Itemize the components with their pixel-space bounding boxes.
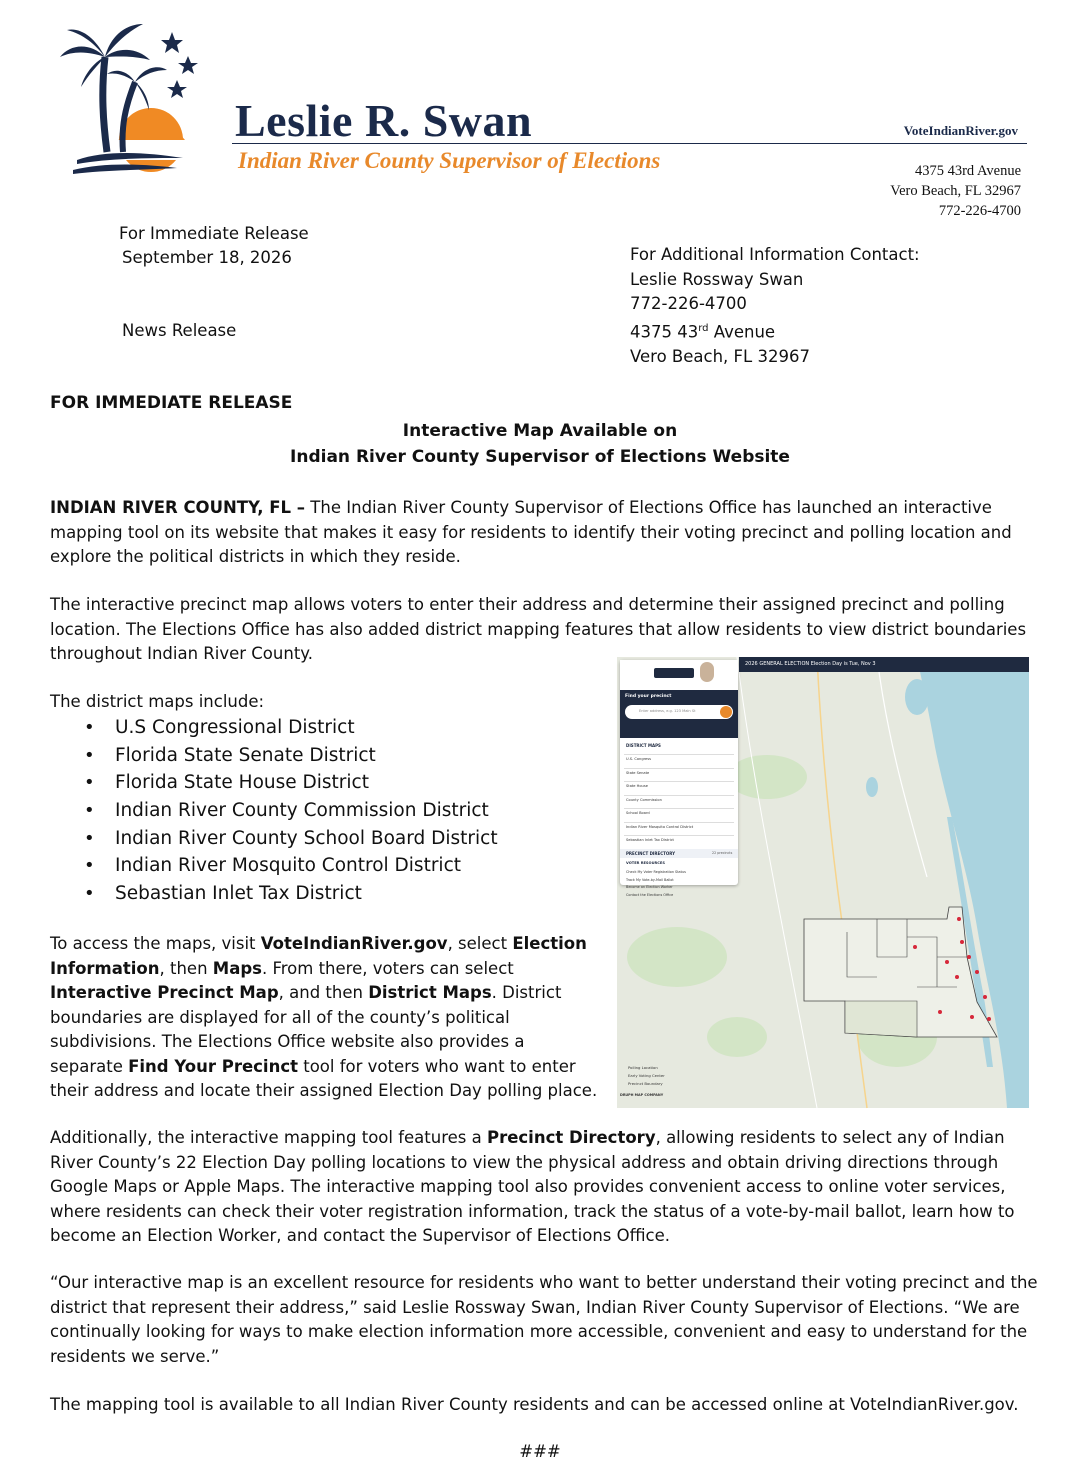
panel-district-item[interactable]: U.S. Congress bbox=[626, 757, 651, 761]
paragraph-access: To access the maps, visit VoteIndianRiver.gov, select Election Information, then Maps. From there, voters can select Interactive Precinct Map, and then District Maps. District boundaries are displayed for all of the county’s political subdivisions. The Elections Office website also provides a separate Find Your Precinct tool for voters who want to enter their address and locate their assigned Election Day polling place. bbox=[50, 934, 598, 1100]
precinct-directory-row[interactable]: PRECINCT DIRECTORY 22 precincts bbox=[620, 849, 738, 858]
headline-line1: Interactive Map Available on bbox=[402, 421, 678, 441]
districts-list bbox=[50, 714, 590, 908]
legend-item: Precinct Boundary bbox=[628, 1081, 663, 1086]
interactive-map-screenshot bbox=[617, 657, 1029, 1108]
panel-district-item[interactable]: State Senate bbox=[626, 770, 650, 775]
panel-resource-link[interactable]: Check My Voter Registration Status bbox=[626, 870, 686, 874]
release-date: September 18, 2026 bbox=[122, 248, 292, 267]
letterhead-name: Leslie R. Swan bbox=[235, 95, 533, 146]
contact-heading: For Additional Information Contact: bbox=[630, 245, 920, 264]
voter-resources-label: VOTER RESOURCES bbox=[626, 861, 665, 865]
panel-divider bbox=[624, 835, 734, 836]
panel-district-item[interactable]: Indian River Mosquito Control District bbox=[626, 824, 694, 829]
districts-intro: The district maps include: bbox=[50, 692, 265, 711]
panel-divider bbox=[624, 754, 734, 755]
panel-title: Find your precinct bbox=[625, 694, 672, 699]
paragraph-precinct-map: The interactive precinct map allows voters to enter their address and determine their assigned precinct and polling location. The Elections Office has also added district mapping features that allow residents to view district boundaries throughout Indian River County. bbox=[50, 595, 1027, 663]
panel-divider bbox=[624, 808, 734, 809]
legend-item: Early Voting Center bbox=[628, 1073, 665, 1078]
contact-city: Vero Beach, FL 32967 bbox=[630, 346, 810, 366]
avatar bbox=[700, 662, 714, 682]
letterhead-website-link[interactable]: VoteIndianRiver.gov bbox=[903, 123, 1018, 138]
district-list-item: • Sebastian Inlet Tax District bbox=[50, 880, 590, 908]
contact-street: 4375 43rd Avenue bbox=[630, 322, 776, 341]
panel-resource-link[interactable]: Track My Vote-by-Mail Ballot bbox=[626, 877, 674, 882]
map-top-bar: 2026 GENERAL ELECTION Election Day is Tue, Nov 3 bbox=[739, 657, 1029, 672]
paragraph-directory: Additionally, the interactive mapping tool features a Precinct Directory, allowing residents to select any of Indian River County’s 22 Election Day polling locations to view the physical address and obtain driving directions through Google Maps or Apple Maps. The interactive mapping tool also provides convenient access to online voter services, where residents can check their voter registration information, track the status of a vote-by-mail ballot, learn how to become an Election Worker, and contact the Supervisor of Elections Office. bbox=[50, 1128, 1015, 1245]
star-icon bbox=[161, 32, 183, 53]
district-list-item: • Florida State House District bbox=[50, 769, 590, 797]
contact-block bbox=[630, 243, 920, 369]
end-mark: ### bbox=[519, 1442, 561, 1461]
paragraph-quote: “Our interactive map is an excellent resource for residents who want to better understand their voting precinct and the district that represent their address,” said Leslie Rossway Swan, Indian River County Supervisor of Elections. “We are continually looking for ways to make election information more accessible, convenient and easy to understand for the residents we serve.” bbox=[50, 1273, 1038, 1366]
panel-divider bbox=[624, 795, 734, 796]
panel-district-item[interactable]: County Commission bbox=[626, 797, 662, 802]
headline-title bbox=[0, 418, 1080, 470]
panel-resource-link[interactable]: Contact the Elections Office bbox=[626, 892, 674, 897]
release-line: For Immediate Release bbox=[119, 224, 309, 243]
legend-item: Polling Location bbox=[628, 1065, 658, 1070]
letterhead-phone: 772-226-4700 bbox=[938, 203, 1021, 219]
letterhead-subtitle: Indian River County Supervisor of Elections bbox=[238, 148, 661, 173]
panel-district-item[interactable]: State House bbox=[626, 784, 648, 788]
sos-logo bbox=[654, 668, 694, 678]
map-legend bbox=[620, 1065, 680, 1105]
letterhead-address-line1: 4375 43rd Avenue bbox=[914, 163, 1021, 179]
search-button[interactable] bbox=[720, 706, 732, 718]
palm-sunset-logo bbox=[55, 12, 205, 182]
headline-line2: Indian River County Supervisor of Elections Website bbox=[290, 447, 790, 467]
paragraph-intro: INDIAN RIVER COUNTY, FL – The Indian River County Supervisor of Elections Office has launched an interactive mapping tool on its website that makes it easy for residents to identify their voting precinct and polling location and explore the political districts in which they reside. bbox=[50, 498, 1012, 566]
release-type: News Release bbox=[122, 321, 237, 340]
kicker: FOR IMMEDIATE RELEASE bbox=[50, 393, 293, 413]
district-list-item: • Indian River County Commission District bbox=[50, 797, 590, 825]
contact-name: Leslie Rossway Swan bbox=[630, 269, 804, 289]
panel-divider bbox=[624, 768, 734, 769]
panel-district-item[interactable]: Sebastian Inlet Tax District bbox=[626, 838, 674, 842]
panel-resource-link[interactable]: Become an Election Worker bbox=[626, 885, 673, 889]
map-footer: DRUPH MAP COMPANY bbox=[620, 1093, 664, 1097]
star-icon bbox=[178, 56, 198, 74]
district-list-item: • Indian River County School Board District bbox=[50, 825, 590, 853]
panel-divider bbox=[624, 781, 734, 782]
district-list-item: • Indian River Mosquito Control District bbox=[50, 852, 590, 880]
panel-district-item[interactable]: School Board bbox=[626, 811, 650, 815]
district-list-item: • U.S Congressional District bbox=[50, 714, 590, 742]
district-list-item: • Florida State Senate District bbox=[50, 742, 590, 770]
district-maps-label: DISTRICT MAPS bbox=[626, 743, 661, 748]
panel-search-area bbox=[620, 690, 738, 738]
letterhead-divider bbox=[232, 143, 1027, 144]
precinct-panel bbox=[620, 660, 738, 897]
letterhead-address-line2: Vero Beach, FL 32967 bbox=[890, 183, 1021, 199]
panel-divider bbox=[624, 822, 734, 823]
address-search-input[interactable]: Enter address, e.g. 123 Main St bbox=[625, 705, 733, 719]
star-icon bbox=[167, 80, 187, 98]
panel-header bbox=[620, 660, 738, 690]
paragraph-closing: The mapping tool is available to all Indian River County residents and can be accessed online at VoteIndianRiver.gov. bbox=[50, 1395, 1019, 1414]
contact-phone: 772-226-4700 bbox=[630, 294, 747, 313]
